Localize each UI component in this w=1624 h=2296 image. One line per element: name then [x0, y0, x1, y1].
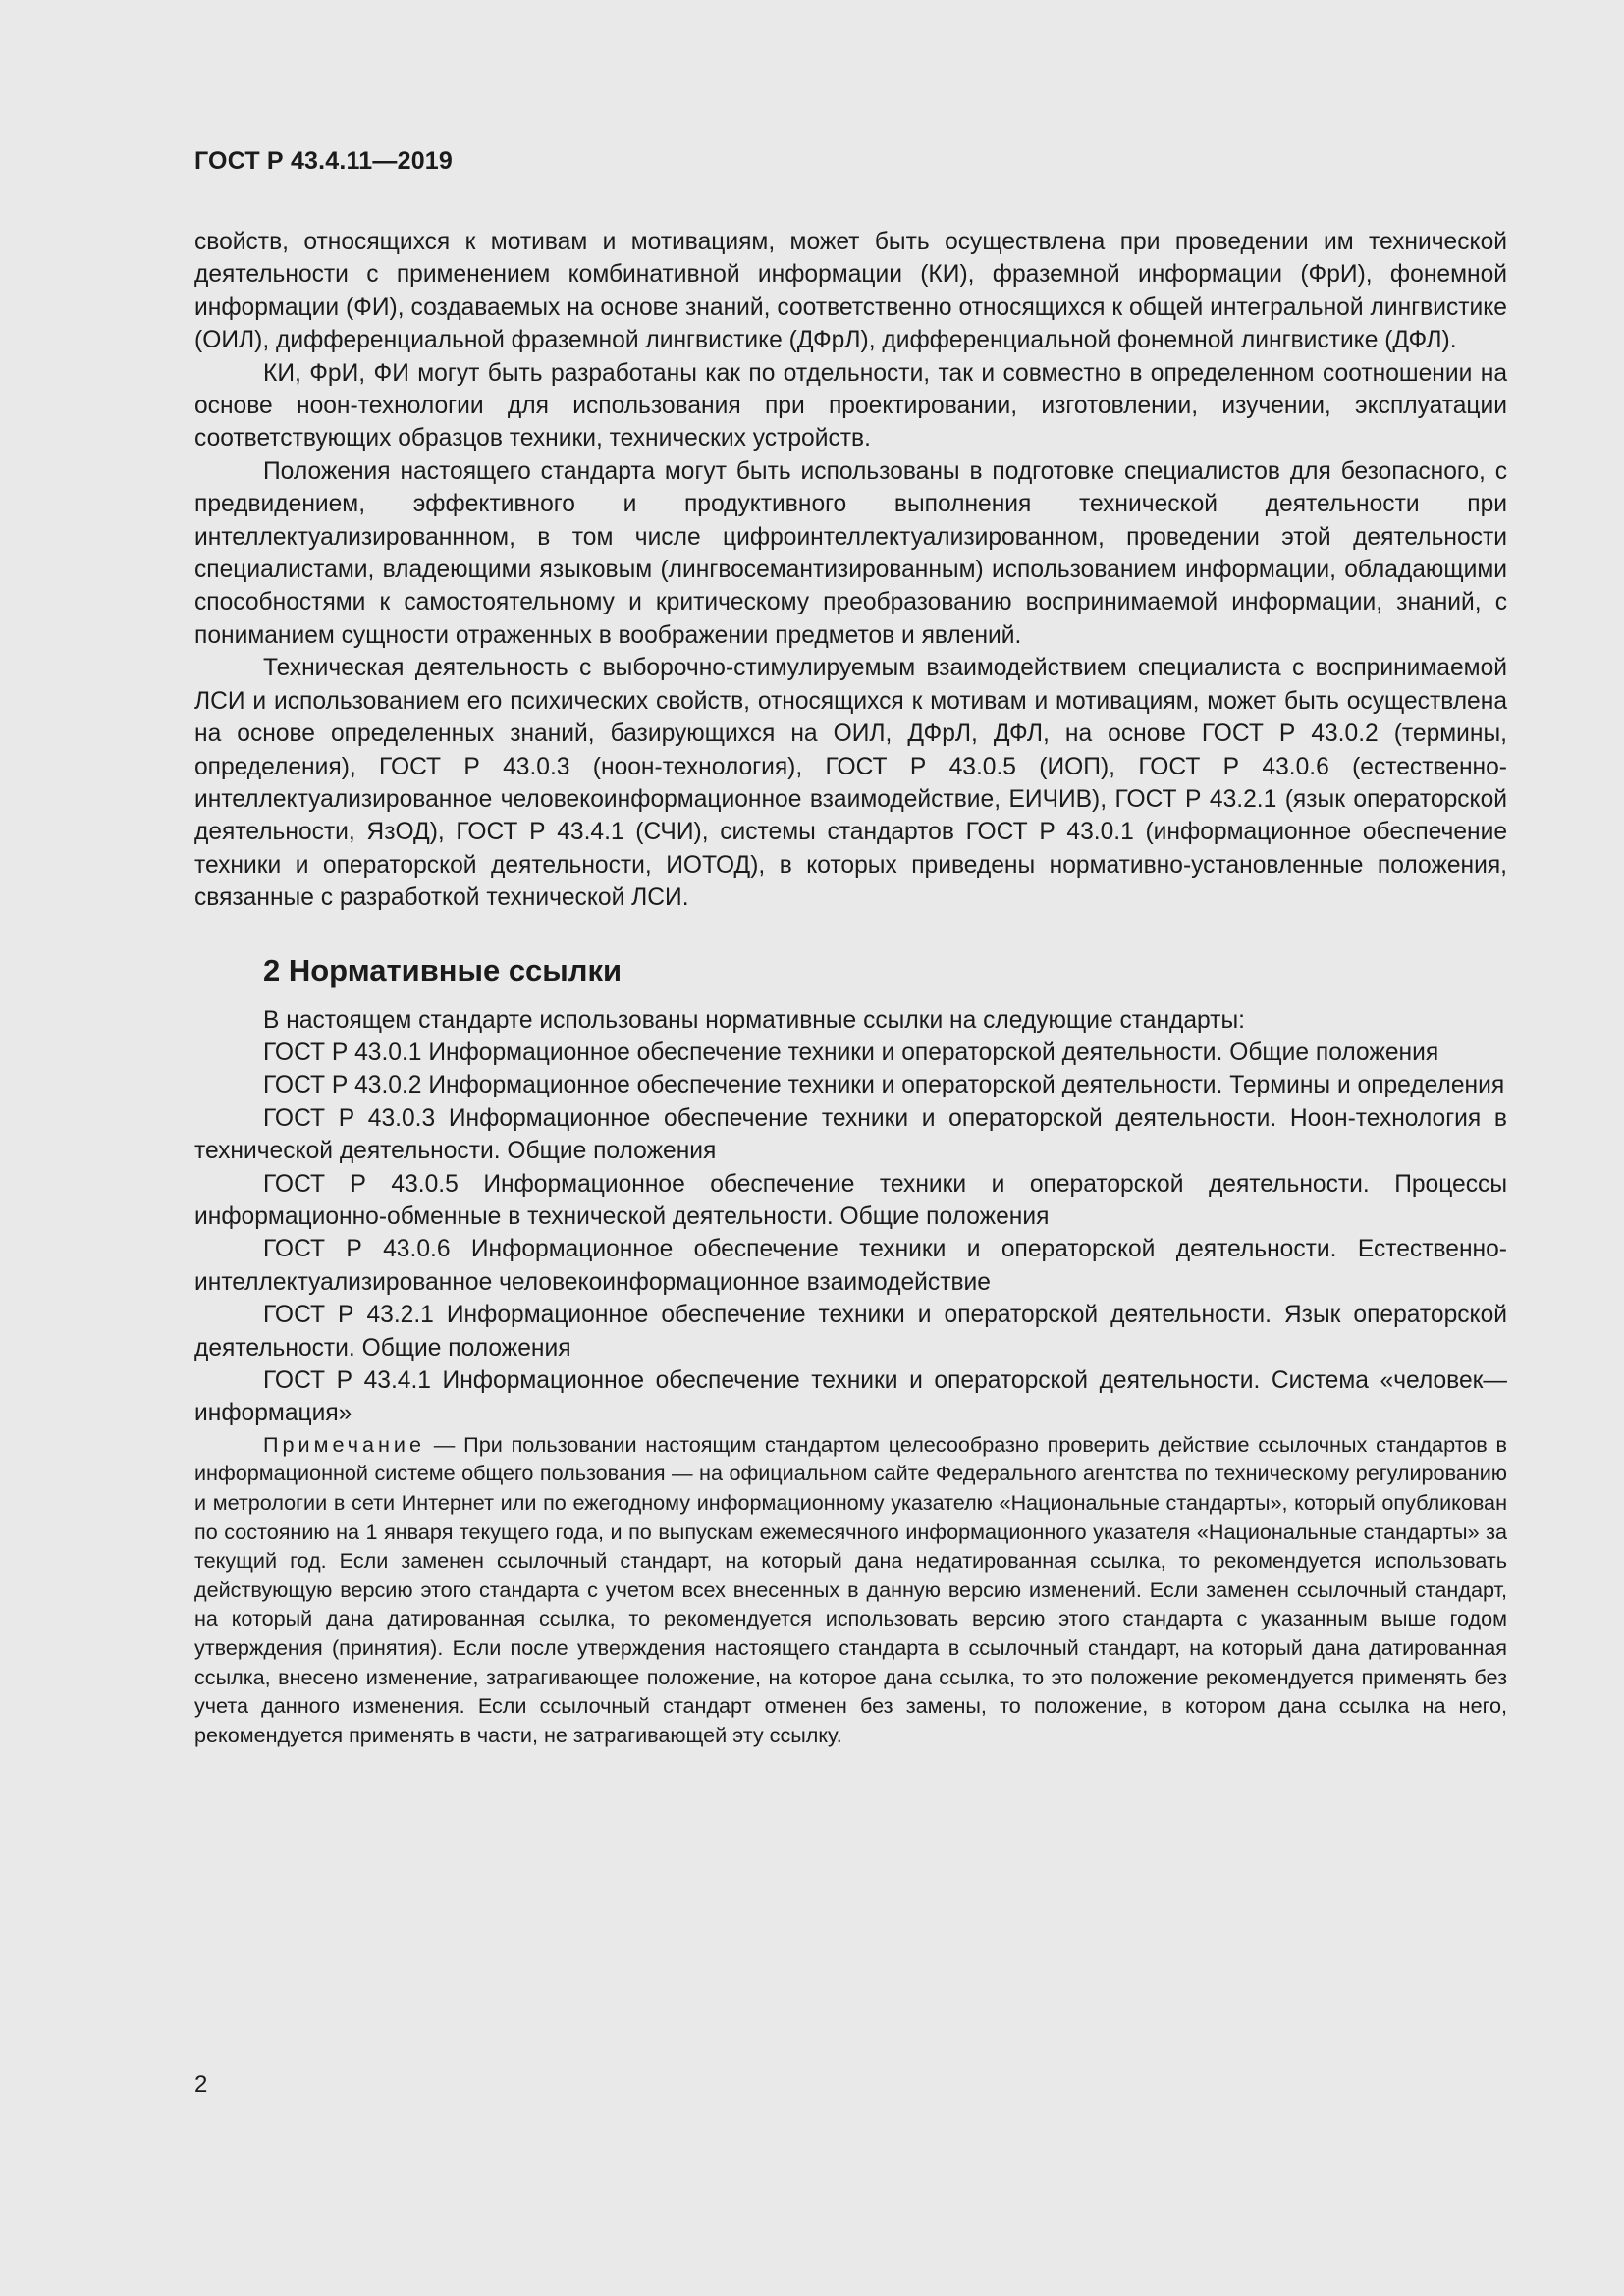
reference-item: ГОСТ Р 43.2.1 Информационное обеспечение техники и операторской деятельности. Язык операторской деятельности. Общие положения	[194, 1302, 1507, 1362]
intro-paragraph: Техническая деятельность с выборочно-стимулируемым взаимодействием специалиста с воспринимаемой ЛСИ и использованием его психических свойств, относящихся к мотивам и мотивациям, может быть осуществлена на основе определенных знаний, базирующихся на ОИЛ, ДФрЛ, ДФЛ, на основе ГОСТ Р 43.0.2 (термины, определения), ГОСТ Р 43.0.3 (ноон-технология), ГОСТ Р 43.0.5 (ИОП), ГОСТ Р 43.0.6 (естественно-интеллектуализированное человекоинформационное взаимодействие, ЕИЧИВ), ГОСТ Р 43.2.1 (язык операторской деятельности, ЯзОД), ГОСТ Р 43.4.1 (СЧИ), системы стандартов ГОСТ Р 43.0.1 (информационное обеспечение техники и операторской деятельности, ИОТОД), в которых приведены нормативно-установленные положения, связанные с разработкой технической ЛСИ.	[194, 655, 1507, 912]
page-number: 2	[194, 2071, 208, 2098]
reference-item: ГОСТ Р 43.0.2 Информационное обеспечение техники и операторской деятельности. Термины и определения	[263, 1072, 1505, 1099]
page-content	[194, 226, 1507, 1749]
note-label: Примечание	[263, 1431, 425, 1457]
reference-item: ГОСТ Р 43.0.1 Информационное обеспечение техники и операторской деятельности. Общие положения	[263, 1039, 1439, 1066]
note-text: — При пользовании настоящим стандартом целесообразно проверить действие ссылочных стандартов в информационной системе общего пользования — на официальном сайте Федерального агентства по техническому регулированию и метрологии в сети Интернет или по ежегодному информационному указателю «Национальные стандарты», который опубликован по состоянию на 1 января текущего года, и по выпускам ежемесячного информационного указателя «Национальные стандарты» за текущий год. Если заменен ссылочный стандарт, на который дана недатированная ссылка, то рекомендуется использовать действующую версию этого стандарта с учетом всех внесенных в данную версию изменений. Если заменен ссылочный стандарт, на который дана датированная ссылка, то рекомендуется использовать версию этого стандарта с указанным выше годом утверждения (принятия). Если после утверждения настоящего стандарта в ссылочный стандарт, на который дана датированная ссылка, внесено изменение, затрагивающее положение, на которое дана ссылка, то это положение рекомендуется применять без учета данного изменения. Если ссылочный стандарт отменен без замены, то положение, в котором дана ссылка на него, рекомендуется применять в части, не затрагивающей эту ссылку.	[194, 1431, 1507, 1747]
reference-item: ГОСТ Р 43.0.3 Информационное обеспечение техники и операторской деятельности. Ноон-технология в технической деятельности. Общие положения	[194, 1104, 1507, 1165]
reference-item: ГОСТ Р 43.4.1 Информационное обеспечение техники и операторской деятельности. Система «человек—информация»	[194, 1367, 1507, 1427]
document-header-id: ГОСТ Р 43.4.11—2019	[194, 147, 454, 175]
intro-paragraph: свойств, относящихся к мотивам и мотивациям, может быть осуществлена при проведении им технической деятельности с применением комбинативной информации (КИ), фраземной информации (ФрИ), фонемной информации (ФИ), создаваемых на основе знаний, соответственно относящихся к общей интегральной лингвистике (ОИЛ), дифференциальной фраземной лингвистике (ДФрЛ), дифференциальной фонемной лингвистике (ДФЛ).	[194, 229, 1507, 354]
intro-paragraph: Положения настоящего стандарта могут быть использованы в подготовке специалистов для безопасного, с предвидением, эффективного и продуктивного выполнения технической деятельности при интеллектуализированнном, в том числе цифроинтеллектуализированном, проведении этой деятельности специалистами, владеющими языковым (лингвосемантизированным) использованием информации, обладающими способностями к самостоятельному и критическому преобразованию воспринимаемой информации, знаний, с пониманием сущности отраженных в воображении предметов и явлений.	[194, 457, 1507, 649]
note-block	[194, 1430, 1507, 1750]
section-heading: 2 Нормативные ссылки	[263, 952, 623, 988]
section-lead: В настоящем стандарте использованы нормативные ссылки на следующие стандарты:	[263, 1006, 1245, 1034]
intro-paragraph: КИ, ФрИ, ФИ могут быть разработаны как по отдельности, так и совместно в определенном соотношении на основе ноон-технологии для использования при проектировании, изготовлении, изучении, эксплуатации соответствующих образцов техники, технических устройств.	[194, 359, 1507, 453]
reference-item: ГОСТ Р 43.0.6 Информационное обеспечение техники и операторской деятельности. Естественно-интеллектуализированное человекоинформационное взаимодействие	[194, 1236, 1507, 1296]
reference-item: ГОСТ Р 43.0.5 Информационное обеспечение техники и операторской деятельности. Процессы информационно-обменные в технической деятельности. Общие положения	[194, 1170, 1507, 1230]
